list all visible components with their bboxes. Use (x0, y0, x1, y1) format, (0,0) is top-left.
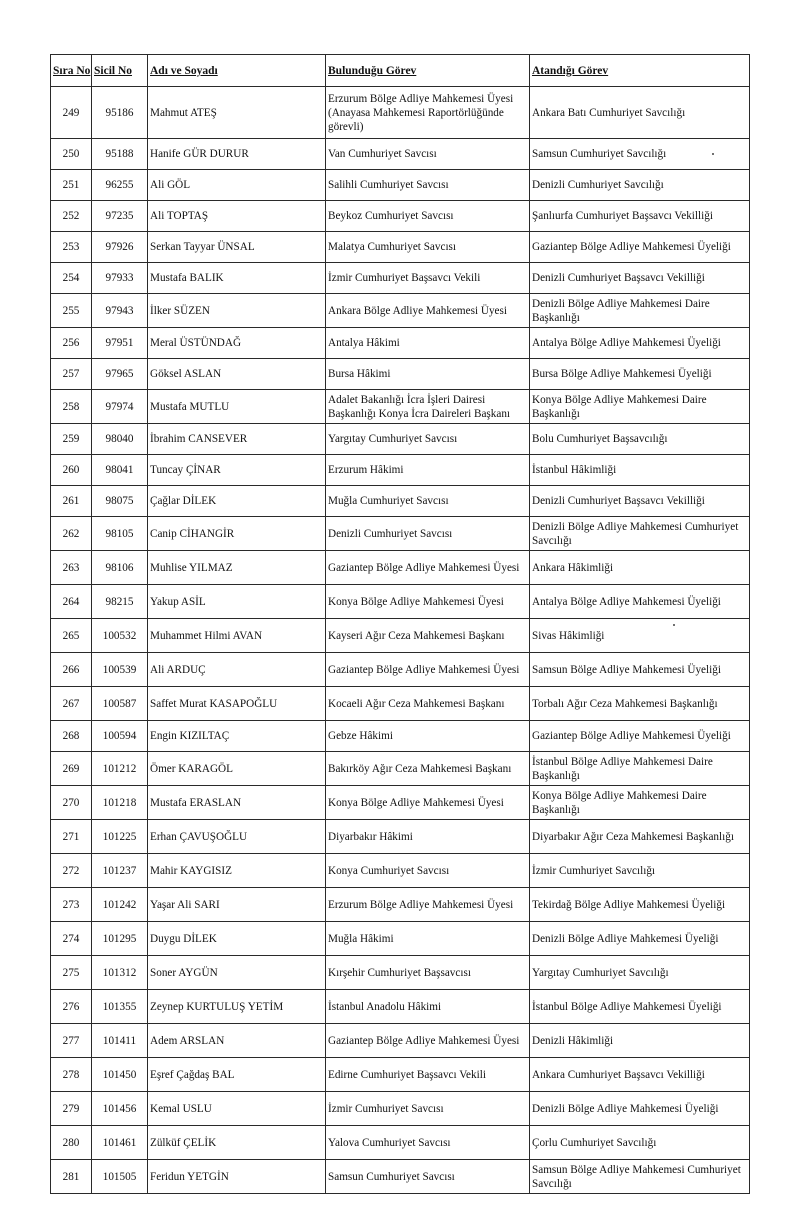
header-atandigi-gorev: Atandığı Görev (530, 55, 750, 87)
table-row (51, 201, 750, 232)
cell-name: Engin KIZILTAÇ (148, 721, 326, 752)
cell-current-post: Van Cumhuriyet Savcısı (326, 139, 530, 170)
cell-sira-no: 264 (51, 585, 92, 619)
cell-current-post: İzmir Cumhuriyet Savcısı (326, 1092, 530, 1126)
cell-sicil-no: 101450 (92, 1058, 148, 1092)
cell-sicil-no: 97974 (92, 390, 148, 424)
cell-current-post: Edirne Cumhuriyet Başsavcı Vekili (326, 1058, 530, 1092)
cell-current-post: Gaziantep Bölge Adliye Mahkemesi Üyesi (326, 551, 530, 585)
cell-assigned-post: Denizli Bölge Adliye Mahkemesi Cumhuriyet Savcılığı (530, 517, 750, 551)
cell-name: Kemal USLU (148, 1092, 326, 1126)
cell-name: Mustafa ERASLAN (148, 786, 326, 820)
scan-speck (712, 153, 714, 155)
header-bulundugu-gorev: Bulunduğu Görev (326, 55, 530, 87)
cell-current-post: Yargıtay Cumhuriyet Savcısı (326, 424, 530, 455)
cell-sira-no: 262 (51, 517, 92, 551)
cell-assigned-post: Samsun Bölge Adliye Mahkemesi Üyeliği (530, 653, 750, 687)
cell-name: Mahir KAYGISIZ (148, 854, 326, 888)
table-row (51, 263, 750, 294)
cell-name: Göksel ASLAN (148, 359, 326, 390)
cell-name: Ali TOPTAŞ (148, 201, 326, 232)
table-row (51, 486, 750, 517)
table-row (51, 87, 750, 139)
cell-sira-no: 256 (51, 328, 92, 359)
cell-name: Tuncay ÇİNAR (148, 455, 326, 486)
cell-assigned-post: Bursa Bölge Adliye Mahkemesi Üyeliği (530, 359, 750, 390)
cell-name: Zülküf ÇELİK (148, 1126, 326, 1160)
cell-sicil-no: 97235 (92, 201, 148, 232)
cell-assigned-post: Bolu Cumhuriyet Başsavcılığı (530, 424, 750, 455)
cell-name: Canip CİHANGİR (148, 517, 326, 551)
cell-assigned-post: Ankara Hâkimliği (530, 551, 750, 585)
table-row (51, 990, 750, 1024)
cell-sicil-no: 98040 (92, 424, 148, 455)
cell-sicil-no: 95188 (92, 139, 148, 170)
cell-sira-no: 268 (51, 721, 92, 752)
table-row (51, 721, 750, 752)
cell-assigned-post: Antalya Bölge Adliye Mahkemesi Üyeliği (530, 585, 750, 619)
cell-assigned-post: Denizli Bölge Adliye Mahkemesi Daire Başkanlığı (530, 294, 750, 328)
cell-sira-no: 275 (51, 956, 92, 990)
header-adi-soyadi: Adı ve Soyadı (148, 55, 326, 87)
cell-assigned-post: Denizli Cumhuriyet Başsavcı Vekilliği (530, 263, 750, 294)
cell-sira-no: 257 (51, 359, 92, 390)
cell-current-post: Muğla Cumhuriyet Savcısı (326, 486, 530, 517)
table-row (51, 455, 750, 486)
cell-current-post: Yalova Cumhuriyet Savcısı (326, 1126, 530, 1160)
table-row (51, 1024, 750, 1058)
cell-sicil-no: 98215 (92, 585, 148, 619)
cell-sira-no: 266 (51, 653, 92, 687)
table-row (51, 619, 750, 653)
cell-sira-no: 280 (51, 1126, 92, 1160)
table-row (51, 424, 750, 455)
table-row (51, 170, 750, 201)
cell-sicil-no: 98075 (92, 486, 148, 517)
cell-sicil-no: 101212 (92, 752, 148, 786)
cell-sicil-no: 101237 (92, 854, 148, 888)
cell-name: Feridun YETGİN (148, 1160, 326, 1194)
cell-assigned-post: Şanlıurfa Cumhuriyet Başsavcı Vekilliği (530, 201, 750, 232)
cell-sira-no: 252 (51, 201, 92, 232)
cell-sira-no: 267 (51, 687, 92, 721)
cell-current-post: Salihli Cumhuriyet Savcısı (326, 170, 530, 201)
cell-current-post: Erzurum Hâkimi (326, 455, 530, 486)
header-sira-no: Sıra No (51, 55, 92, 87)
cell-assigned-post: İzmir Cumhuriyet Savcılığı (530, 854, 750, 888)
cell-sicil-no: 95186 (92, 87, 148, 139)
cell-sicil-no: 101295 (92, 922, 148, 956)
cell-assigned-post: Samsun Cumhuriyet Savcılığı (530, 139, 750, 170)
cell-sicil-no: 100587 (92, 687, 148, 721)
cell-name: Erhan ÇAVUŞOĞLU (148, 820, 326, 854)
cell-current-post: Muğla Hâkimi (326, 922, 530, 956)
table-row (51, 1058, 750, 1092)
table-row (51, 1160, 750, 1194)
header-sicil-no: Sicil No (92, 55, 148, 87)
cell-name: Muhammet Hilmi AVAN (148, 619, 326, 653)
cell-assigned-post: Torbalı Ağır Ceza Mahkemesi Başkanlığı (530, 687, 750, 721)
cell-current-post: Gaziantep Bölge Adliye Mahkemesi Üyesi (326, 653, 530, 687)
cell-assigned-post: Denizli Bölge Adliye Mahkemesi Üyeliği (530, 922, 750, 956)
cell-assigned-post: Denizli Cumhuriyet Savcılığı (530, 170, 750, 201)
table-row (51, 585, 750, 619)
cell-current-post: Beykoz Cumhuriyet Savcısı (326, 201, 530, 232)
cell-sicil-no: 101461 (92, 1126, 148, 1160)
cell-assigned-post: Yargıtay Cumhuriyet Savcılığı (530, 956, 750, 990)
cell-sira-no: 260 (51, 455, 92, 486)
table-row (51, 956, 750, 990)
cell-current-post: Konya Bölge Adliye Mahkemesi Üyesi (326, 786, 530, 820)
cell-name: Serkan Tayyar ÜNSAL (148, 232, 326, 263)
cell-assigned-post: Tekirdağ Bölge Adliye Mahkemesi Üyeliği (530, 888, 750, 922)
cell-sira-no: 272 (51, 854, 92, 888)
cell-sicil-no: 101505 (92, 1160, 148, 1194)
cell-name: Duygu DİLEK (148, 922, 326, 956)
table-row (51, 390, 750, 424)
cell-assigned-post: Sivas Hâkimliği (530, 619, 750, 653)
cell-name: Adem ARSLAN (148, 1024, 326, 1058)
cell-name: Çağlar DİLEK (148, 486, 326, 517)
table-row (51, 786, 750, 820)
cell-sira-no: 278 (51, 1058, 92, 1092)
cell-assigned-post: Ankara Cumhuriyet Başsavcı Vekilliği (530, 1058, 750, 1092)
table-row (51, 139, 750, 170)
cell-current-post: İstanbul Anadolu Hâkimi (326, 990, 530, 1024)
cell-sira-no: 273 (51, 888, 92, 922)
cell-sicil-no: 101411 (92, 1024, 148, 1058)
cell-sicil-no: 100532 (92, 619, 148, 653)
table-row (51, 359, 750, 390)
appointment-table (50, 54, 750, 1194)
cell-sicil-no: 98106 (92, 551, 148, 585)
cell-sicil-no: 96255 (92, 170, 148, 201)
cell-name: Soner AYGÜN (148, 956, 326, 990)
cell-current-post: Konya Cumhuriyet Savcısı (326, 854, 530, 888)
cell-sira-no: 258 (51, 390, 92, 424)
cell-name: Hanife GÜR DURUR (148, 139, 326, 170)
cell-sira-no: 281 (51, 1160, 92, 1194)
cell-assigned-post: Gaziantep Bölge Adliye Mahkemesi Üyeliği (530, 721, 750, 752)
cell-assigned-post: İstanbul Bölge Adliye Mahkemesi Daire Başkanlığı (530, 752, 750, 786)
table-row (51, 517, 750, 551)
cell-current-post: Antalya Hâkimi (326, 328, 530, 359)
cell-sira-no: 269 (51, 752, 92, 786)
cell-name: Mahmut ATEŞ (148, 87, 326, 139)
cell-assigned-post: Diyarbakır Ağır Ceza Mahkemesi Başkanlığı (530, 820, 750, 854)
cell-sira-no: 265 (51, 619, 92, 653)
cell-sicil-no: 101225 (92, 820, 148, 854)
table-row (51, 1092, 750, 1126)
cell-sira-no: 251 (51, 170, 92, 201)
cell-name: Muhlise YILMAZ (148, 551, 326, 585)
cell-assigned-post: İstanbul Hâkimliği (530, 455, 750, 486)
table-row (51, 687, 750, 721)
cell-assigned-post: Antalya Bölge Adliye Mahkemesi Üyeliği (530, 328, 750, 359)
cell-sira-no: 249 (51, 87, 92, 139)
cell-name: Saffet Murat KASAPOĞLU (148, 687, 326, 721)
table-row (51, 232, 750, 263)
cell-name: Yaşar Ali SARI (148, 888, 326, 922)
document-page (50, 54, 749, 1194)
cell-sicil-no: 98041 (92, 455, 148, 486)
cell-sicil-no: 97933 (92, 263, 148, 294)
cell-sicil-no: 100594 (92, 721, 148, 752)
cell-assigned-post: İstanbul Bölge Adliye Mahkemesi Üyeliği (530, 990, 750, 1024)
cell-sicil-no: 100539 (92, 653, 148, 687)
cell-assigned-post: Konya Bölge Adliye Mahkemesi Daire Başkanlığı (530, 786, 750, 820)
table-row (51, 820, 750, 854)
cell-name: Mustafa MUTLU (148, 390, 326, 424)
cell-sicil-no: 101242 (92, 888, 148, 922)
cell-sicil-no: 101456 (92, 1092, 148, 1126)
cell-current-post: Malatya Cumhuriyet Savcısı (326, 232, 530, 263)
table-row (51, 854, 750, 888)
cell-assigned-post: Konya Bölge Adliye Mahkemesi Daire Başkanlığı (530, 390, 750, 424)
cell-name: Yakup ASİL (148, 585, 326, 619)
cell-sira-no: 271 (51, 820, 92, 854)
cell-sicil-no: 97926 (92, 232, 148, 263)
cell-current-post: Adalet Bakanlığı İcra İşleri Dairesi Başkanlığı Konya İcra Daireleri Başkanı (326, 390, 530, 424)
cell-assigned-post: Denizli Cumhuriyet Başsavcı Vekilliği (530, 486, 750, 517)
table-row (51, 888, 750, 922)
cell-current-post: Erzurum Bölge Adliye Mahkemesi Üyesi (Anayasa Mahkemesi Raportörlüğünde görevli) (326, 87, 530, 139)
cell-sira-no: 274 (51, 922, 92, 956)
cell-current-post: Konya Bölge Adliye Mahkemesi Üyesi (326, 585, 530, 619)
cell-sicil-no: 97951 (92, 328, 148, 359)
cell-sicil-no: 98105 (92, 517, 148, 551)
scan-speck (673, 624, 675, 626)
cell-name: Zeynep KURTULUŞ YETİM (148, 990, 326, 1024)
cell-current-post: İzmir Cumhuriyet Başsavcı Vekili (326, 263, 530, 294)
cell-assigned-post: Çorlu Cumhuriyet Savcılığı (530, 1126, 750, 1160)
cell-name: Ömer KARAGÖL (148, 752, 326, 786)
cell-current-post: Kocaeli Ağır Ceza Mahkemesi Başkanı (326, 687, 530, 721)
cell-name: Meral ÜSTÜNDAĞ (148, 328, 326, 359)
cell-sira-no: 250 (51, 139, 92, 170)
cell-sira-no: 255 (51, 294, 92, 328)
cell-current-post: Samsun Cumhuriyet Savcısı (326, 1160, 530, 1194)
cell-sicil-no: 97943 (92, 294, 148, 328)
cell-assigned-post: Samsun Bölge Adliye Mahkemesi Cumhuriyet Savcılığı (530, 1160, 750, 1194)
cell-sira-no: 253 (51, 232, 92, 263)
table-row (51, 653, 750, 687)
cell-sicil-no: 101355 (92, 990, 148, 1024)
cell-assigned-post: Denizli Bölge Adliye Mahkemesi Üyeliği (530, 1092, 750, 1126)
table-header-row (51, 55, 750, 87)
cell-sira-no: 277 (51, 1024, 92, 1058)
cell-assigned-post: Denizli Hâkimliği (530, 1024, 750, 1058)
table-row (51, 752, 750, 786)
cell-sira-no: 254 (51, 263, 92, 294)
cell-name: İbrahim CANSEVER (148, 424, 326, 455)
table-row (51, 922, 750, 956)
cell-current-post: Bakırköy Ağır Ceza Mahkemesi Başkanı (326, 752, 530, 786)
table-row (51, 294, 750, 328)
cell-sira-no: 261 (51, 486, 92, 517)
cell-current-post: Bursa Hâkimi (326, 359, 530, 390)
table-row (51, 551, 750, 585)
cell-current-post: Kırşehir Cumhuriyet Başsavcısı (326, 956, 530, 990)
cell-assigned-post: Ankara Batı Cumhuriyet Savcılığı (530, 87, 750, 139)
cell-sira-no: 279 (51, 1092, 92, 1126)
cell-sicil-no: 101218 (92, 786, 148, 820)
cell-name: Eşref Çağdaş BAL (148, 1058, 326, 1092)
cell-current-post: Ankara Bölge Adliye Mahkemesi Üyesi (326, 294, 530, 328)
cell-sira-no: 270 (51, 786, 92, 820)
cell-name: İlker SÜZEN (148, 294, 326, 328)
cell-assigned-post: Gaziantep Bölge Adliye Mahkemesi Üyeliği (530, 232, 750, 263)
table-row (51, 1126, 750, 1160)
cell-current-post: Erzurum Bölge Adliye Mahkemesi Üyesi (326, 888, 530, 922)
cell-current-post: Denizli Cumhuriyet Savcısı (326, 517, 530, 551)
cell-sira-no: 276 (51, 990, 92, 1024)
cell-sicil-no: 97965 (92, 359, 148, 390)
cell-name: Ali GÖL (148, 170, 326, 201)
cell-current-post: Diyarbakır Hâkimi (326, 820, 530, 854)
cell-sira-no: 263 (51, 551, 92, 585)
cell-name: Ali ARDUÇ (148, 653, 326, 687)
table-row (51, 328, 750, 359)
cell-sira-no: 259 (51, 424, 92, 455)
cell-name: Mustafa BALIK (148, 263, 326, 294)
cell-current-post: Gebze Hâkimi (326, 721, 530, 752)
cell-sicil-no: 101312 (92, 956, 148, 990)
cell-current-post: Gaziantep Bölge Adliye Mahkemesi Üyesi (326, 1024, 530, 1058)
cell-current-post: Kayseri Ağır Ceza Mahkemesi Başkanı (326, 619, 530, 653)
